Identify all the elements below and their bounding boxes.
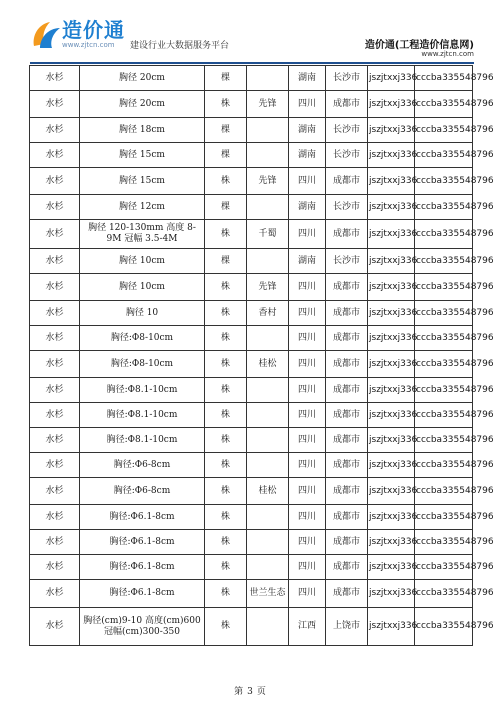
cell-brand <box>247 608 289 646</box>
cell-city: 成都市 <box>326 378 368 403</box>
cell-unit: 株 <box>205 478 247 505</box>
cell-city: 长沙市 <box>326 118 368 143</box>
cell-unit: 棵 <box>205 143 247 168</box>
page-footer <box>0 684 500 697</box>
cell-code2: cccba335548796 <box>415 118 473 143</box>
cell-code1: jszjtxxj336 <box>368 66 415 91</box>
cell-brand <box>247 118 289 143</box>
cell-spec: 胸径:Φ6.1-8cm <box>80 580 205 608</box>
cell-province: 四川 <box>289 580 326 608</box>
cell-spec: 胸径:Φ8.1-10cm <box>80 403 205 428</box>
cell-spec: 胸径(cm)9-10 高度(cm)600 冠幅(cm)300-350 <box>80 608 205 646</box>
cell-unit: 株 <box>205 378 247 403</box>
cell-unit: 株 <box>205 555 247 580</box>
cell-city: 上饶市 <box>326 608 368 646</box>
cell-city: 成都市 <box>326 301 368 326</box>
cell-city: 长沙市 <box>326 66 368 91</box>
cell-city: 成都市 <box>326 168 368 195</box>
brand-title: 造价通(工程造价信息网) <box>364 40 474 51</box>
table-row <box>30 143 473 168</box>
cell-spec: 胸径 10cm <box>80 274 205 301</box>
table-row <box>30 505 473 530</box>
cell-province: 四川 <box>289 555 326 580</box>
cell-code1: jszjtxxj336 <box>368 143 415 168</box>
cell-unit: 株 <box>205 220 247 249</box>
cell-city: 成都市 <box>326 530 368 555</box>
cell-city: 成都市 <box>326 351 368 378</box>
cell-code2: cccba335548796 <box>415 195 473 220</box>
cell-brand: 桂松 <box>247 478 289 505</box>
cell-unit: 株 <box>205 301 247 326</box>
price-table <box>29 65 494 646</box>
cell-code2: cccba335548796 <box>415 66 473 91</box>
cell-province: 四川 <box>289 168 326 195</box>
table-row <box>30 118 473 143</box>
page-number: 3 <box>247 687 253 697</box>
cell-code1: jszjtxxj336 <box>368 453 415 478</box>
cell-material-name: 水杉 <box>30 403 80 428</box>
cell-province: 湖南 <box>289 118 326 143</box>
cell-unit: 株 <box>205 505 247 530</box>
cell-province: 四川 <box>289 378 326 403</box>
cell-code1: jszjtxxj336 <box>368 195 415 220</box>
table-row <box>30 580 473 608</box>
table-row <box>30 168 473 195</box>
cell-unit: 株 <box>205 351 247 378</box>
cell-code1: jszjtxxj336 <box>368 555 415 580</box>
cell-code1: jszjtxxj336 <box>368 301 415 326</box>
cell-spec: 胸径 12cm <box>80 195 205 220</box>
cell-brand <box>247 453 289 478</box>
cell-province: 湖南 <box>289 143 326 168</box>
cell-city: 成都市 <box>326 478 368 505</box>
cell-code1: jszjtxxj336 <box>368 378 415 403</box>
page-header <box>30 14 474 58</box>
cell-material-name: 水杉 <box>30 580 80 608</box>
cell-material-name: 水杉 <box>30 453 80 478</box>
cell-spec: 胸径:Φ6.1-8cm <box>80 555 205 580</box>
cell-material-name: 水杉 <box>30 505 80 530</box>
cell-code1: jszjtxxj336 <box>368 168 415 195</box>
cell-material-name: 水杉 <box>30 530 80 555</box>
cell-code1: jszjtxxj336 <box>368 326 415 351</box>
table-row <box>30 403 473 428</box>
cell-unit: 株 <box>205 326 247 351</box>
cell-city: 成都市 <box>326 91 368 118</box>
cell-brand <box>247 143 289 168</box>
footer-prefix: 第 <box>234 687 244 697</box>
cell-code1: jszjtxxj336 <box>368 608 415 646</box>
table-row <box>30 326 473 351</box>
cell-spec: 胸径:Φ8.1-10cm <box>80 378 205 403</box>
table-row <box>30 453 473 478</box>
cell-code2: cccba335548796 <box>415 326 473 351</box>
cell-code1: jszjtxxj336 <box>368 403 415 428</box>
cell-code1: jszjtxxj336 <box>368 351 415 378</box>
footer-suffix: 页 <box>256 687 266 697</box>
table-row <box>30 249 473 274</box>
cell-code2: cccba335548796 <box>415 143 473 168</box>
cell-province: 四川 <box>289 403 326 428</box>
cell-code1: jszjtxxj336 <box>368 505 415 530</box>
cell-material-name: 水杉 <box>30 478 80 505</box>
cell-material-name: 水杉 <box>30 301 80 326</box>
table-row <box>30 66 473 91</box>
cell-unit: 棵 <box>205 249 247 274</box>
cell-unit: 株 <box>205 403 247 428</box>
cell-code1: jszjtxxj336 <box>368 274 415 301</box>
cell-code2: cccba335548796 <box>415 220 473 249</box>
cell-code1: jszjtxxj336 <box>368 478 415 505</box>
cell-code2: cccba335548796 <box>415 403 473 428</box>
table-row <box>30 555 473 580</box>
header-divider <box>30 62 474 64</box>
cell-code1: jszjtxxj336 <box>368 91 415 118</box>
brand-url: www.zjtcn.com <box>421 50 474 58</box>
cell-province: 四川 <box>289 428 326 453</box>
cell-spec: 胸径:Φ6-8cm <box>80 478 205 505</box>
cell-unit: 株 <box>205 274 247 301</box>
cell-brand <box>247 378 289 403</box>
cell-material-name: 水杉 <box>30 428 80 453</box>
cell-code2: cccba335548796 <box>415 608 473 646</box>
cell-spec: 胸径:Φ8-10cm <box>80 326 205 351</box>
cell-material-name: 水杉 <box>30 168 80 195</box>
cell-unit: 株 <box>205 428 247 453</box>
cell-brand: 先锋 <box>247 168 289 195</box>
cell-material-name: 水杉 <box>30 608 80 646</box>
cell-code2: cccba335548796 <box>415 249 473 274</box>
cell-city: 成都市 <box>326 274 368 301</box>
cell-material-name: 水杉 <box>30 143 80 168</box>
cell-code2: cccba335548796 <box>415 378 473 403</box>
cell-city: 成都市 <box>326 403 368 428</box>
cell-city: 成都市 <box>326 453 368 478</box>
cell-province: 湖南 <box>289 249 326 274</box>
cell-brand <box>247 505 289 530</box>
table-row <box>30 378 473 403</box>
cell-spec: 胸径 18cm <box>80 118 205 143</box>
cell-province: 四川 <box>289 505 326 530</box>
cell-unit: 棵 <box>205 195 247 220</box>
cell-brand <box>247 249 289 274</box>
cell-code2: cccba335548796 <box>415 478 473 505</box>
cell-spec: 胸径 15cm <box>80 143 205 168</box>
table-row <box>30 195 473 220</box>
table-row <box>30 91 473 118</box>
cell-unit: 株 <box>205 453 247 478</box>
cell-material-name: 水杉 <box>30 118 80 143</box>
table-row <box>30 530 473 555</box>
cell-province: 四川 <box>289 453 326 478</box>
cell-province: 四川 <box>289 326 326 351</box>
cell-brand <box>247 403 289 428</box>
logo-url: www.zjtcn.com <box>62 41 115 49</box>
cell-code1: jszjtxxj336 <box>368 530 415 555</box>
cell-code2: cccba335548796 <box>415 453 473 478</box>
cell-code2: cccba335548796 <box>415 428 473 453</box>
cell-spec: 胸径:Φ6.1-8cm <box>80 505 205 530</box>
cell-brand: 千蜀 <box>247 220 289 249</box>
cell-brand: 香村 <box>247 301 289 326</box>
cell-province: 四川 <box>289 351 326 378</box>
cell-city: 成都市 <box>326 505 368 530</box>
cell-code1: jszjtxxj336 <box>368 428 415 453</box>
cell-material-name: 水杉 <box>30 378 80 403</box>
cell-spec: 胸径 10cm <box>80 249 205 274</box>
cell-spec: 胸径 15cm <box>80 168 205 195</box>
cell-code1: jszjtxxj336 <box>368 580 415 608</box>
cell-material-name: 水杉 <box>30 555 80 580</box>
cell-spec: 胸径 120-130mm 高度 8-9M 冠幅 3.5-4M <box>80 220 205 249</box>
cell-unit: 株 <box>205 168 247 195</box>
cell-material-name: 水杉 <box>30 220 80 249</box>
cell-code2: cccba335548796 <box>415 274 473 301</box>
cell-brand <box>247 428 289 453</box>
cell-city: 成都市 <box>326 555 368 580</box>
cell-unit: 株 <box>205 580 247 608</box>
cell-province: 江西 <box>289 608 326 646</box>
cell-code2: cccba335548796 <box>415 168 473 195</box>
cell-province: 四川 <box>289 220 326 249</box>
cell-code2: cccba335548796 <box>415 91 473 118</box>
cell-material-name: 水杉 <box>30 66 80 91</box>
cell-code2: cccba335548796 <box>415 530 473 555</box>
cell-material-name: 水杉 <box>30 91 80 118</box>
cell-code2: cccba335548796 <box>415 505 473 530</box>
cell-material-name: 水杉 <box>30 351 80 378</box>
cell-city: 成都市 <box>326 220 368 249</box>
cell-brand <box>247 195 289 220</box>
cell-code2: cccba335548796 <box>415 580 473 608</box>
cell-brand: 世兰生态 <box>247 580 289 608</box>
cell-province: 四川 <box>289 301 326 326</box>
table-row <box>30 428 473 453</box>
cell-brand: 先锋 <box>247 274 289 301</box>
cell-unit: 株 <box>205 608 247 646</box>
cell-code1: jszjtxxj336 <box>368 118 415 143</box>
cell-code1: jszjtxxj336 <box>368 249 415 274</box>
cell-spec: 胸径 10 <box>80 301 205 326</box>
cell-brand: 桂松 <box>247 351 289 378</box>
cell-material-name: 水杉 <box>30 249 80 274</box>
cell-spec: 胸径:Φ6.1-8cm <box>80 530 205 555</box>
cell-city: 成都市 <box>326 326 368 351</box>
table-row <box>30 351 473 378</box>
cell-brand: 先锋 <box>247 91 289 118</box>
cell-brand <box>247 530 289 555</box>
cell-province: 四川 <box>289 530 326 555</box>
cell-code2: cccba335548796 <box>415 555 473 580</box>
cell-unit: 棵 <box>205 118 247 143</box>
table-row <box>30 608 473 646</box>
cell-spec: 胸径:Φ8-10cm <box>80 351 205 378</box>
cell-unit: 棵 <box>205 66 247 91</box>
table-row <box>30 220 473 249</box>
cell-spec: 胸径 20cm <box>80 66 205 91</box>
cell-brand <box>247 555 289 580</box>
cell-code2: cccba335548796 <box>415 351 473 378</box>
table-body <box>30 66 494 646</box>
logo-name: 造价通 <box>62 18 125 42</box>
cell-material-name: 水杉 <box>30 195 80 220</box>
cell-province: 湖南 <box>289 195 326 220</box>
cell-unit: 株 <box>205 91 247 118</box>
cell-spec: 胸径 20cm <box>80 91 205 118</box>
cell-code2: cccba335548796 <box>415 301 473 326</box>
cell-material-name: 水杉 <box>30 274 80 301</box>
cell-province: 四川 <box>289 478 326 505</box>
cell-spec: 胸径:Φ8.1-10cm <box>80 428 205 453</box>
cell-unit: 株 <box>205 530 247 555</box>
cell-city: 成都市 <box>326 580 368 608</box>
cell-brand <box>247 326 289 351</box>
cell-city: 长沙市 <box>326 249 368 274</box>
cell-city: 长沙市 <box>326 195 368 220</box>
cell-spec: 胸径:Φ6-8cm <box>80 453 205 478</box>
cell-province: 湖南 <box>289 66 326 91</box>
table-row <box>30 274 473 301</box>
cell-code1: jszjtxxj336 <box>368 220 415 249</box>
cell-brand <box>247 66 289 91</box>
cell-material-name: 水杉 <box>30 326 80 351</box>
table-row <box>30 478 473 505</box>
cell-province: 四川 <box>289 91 326 118</box>
cell-province: 四川 <box>289 274 326 301</box>
cell-city: 成都市 <box>326 428 368 453</box>
header-tagline: 建设行业大数据服务平台 <box>130 41 230 51</box>
cell-city: 长沙市 <box>326 143 368 168</box>
table-row <box>30 301 473 326</box>
